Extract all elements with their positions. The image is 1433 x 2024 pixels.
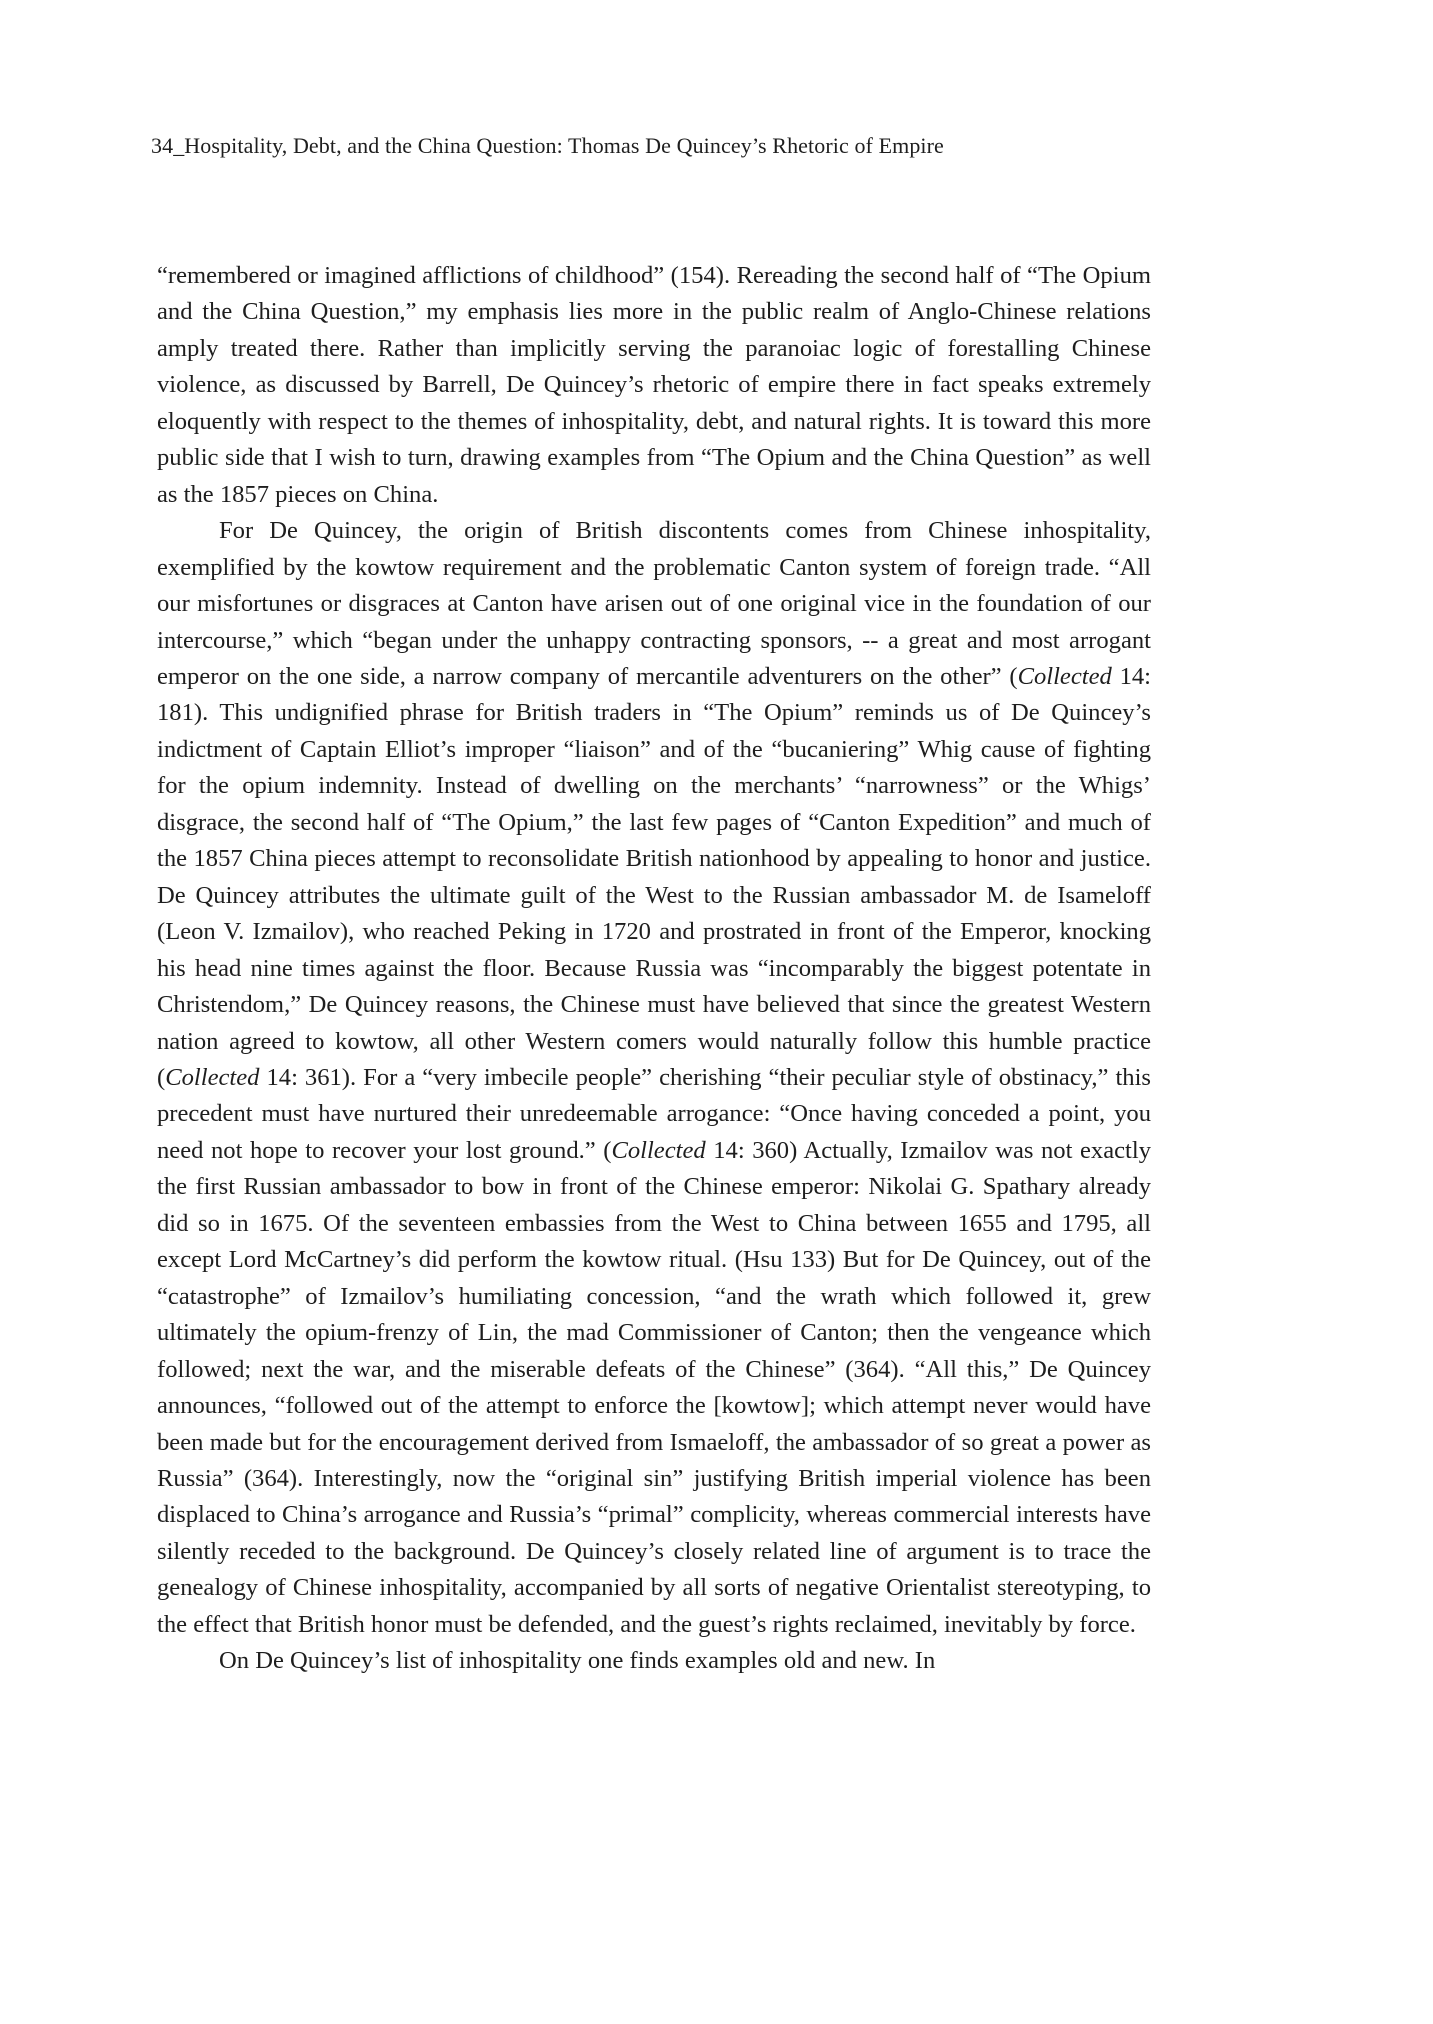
text-run: 14: 181). This undignified phrase for British traders in “The Opium” reminds us of De Quincey’s indictment of Captain Elliot’s improper “liaison” and of the “bucaniering” Whig cause of fighting for the opium indemnity. Instead of dwelling on the merchants’ “narrowness” or the Whigs’ disgrace, the second half of “The Opium,” the last few pages of “Canton Expedition” and much of the 1857 China pieces attempt to reconsolidate British nationhood by appealing to honor and justice. De Quincey attributes the ultimate guilt of the West to the Russian ambassador M. de Isameloff (Leon V. Izmailov), who reached Peking in 1720 and prostrated in front of the Emperor, knocking his head nine times against the floor. Because Russia was “incomparably the biggest potentate in Christendom,” De Quincey reasons, the Chinese must have believed that since the greatest Western nation agreed to kowtow, all other Western comers would naturally follow this humble practice (: [157, 662, 1152, 1091]
cited-title: Collected: [611, 1136, 706, 1164]
text-run: 14: 360) Actually, Izmailov was not exactly the first Russian ambassador to bow in front of the Chinese emperor: Nikolai G. Spathary already did so in 1675. Of the seventeen embassies from the West to China between 1655 and 1795, all except Lord McCartney’s did perform the kowtow ritual. (Hsu 133) But for De Quincey, out of the “catastrophe” of Izmailov’s humiliating concession, “and the wrath which followed it, grew ultimately the opium-frenzy of Lin, the mad Commissioner of Canton; then the vengeance which followed; next the war, and the miserable defeats of the Chinese” (364). “All this,” De Quincey announces, “followed out of the attempt to enforce the [kowtow]; which attempt never would have been made but for the encouragement derived from Ismaeloff, the ambassador of so great a power as Russia” (364). Interestingly, now the “original sin” justifying British imperial violence has been displaced to China’s arrogance and Russia’s “primal” complicity, whereas commercial interests have silently receded to the background. De Quincey’s closely related line of argument is to trace the genealogy of Chinese inhospitality, accompanied by all sorts of negative Orientalist stereotyping, to the effect that British honor must be defended, and the guest’s rights reclaimed, inevitably by force.: [157, 1136, 1151, 1638]
paragraph-3: [157, 1643, 1151, 1679]
running-head: 34_Hospitality, Debt, and the China Question: Thomas De Quincey’s Rhetoric of Empire: [151, 133, 944, 158]
text-run: On De Quincey’s list of inhospitality one finds examples old and new. In: [219, 1647, 936, 1675]
text-run: “remembered or imagined afflictions of childhood” (154). Rereading the second half of “The Opium and the China Question,” my emphasis lies more in the public realm of Anglo-Chinese relations amply treated there. Rather than implicitly serving the paranoiac logic of forestalling Chinese violence, as discussed by Barrell, De Quincey’s rhetoric of empire there in fact speaks extremely eloquently with respect to the themes of inhospitality, debt, and natural rights. It is toward this more public side that I wish to turn, drawing examples from “The Opium and the China Question” as well as the 1857 pieces on China.: [157, 262, 1151, 508]
cited-title: Collected: [1017, 662, 1112, 690]
paragraph-2: [157, 513, 1151, 1643]
text-run: For De Quincey, the origin of British discontents comes from Chinese inhospitality, exemplified by the kowtow requirement and the problematic Canton system of foreign trade. “All our misfortunes or disgraces at Canton have arisen out of one original vice in the foundation of our intercourse,” which “began under the unhappy contracting sponsors, -- a great and most arrogant emperor on the one side, a narrow company of mercantile adventurers on the other” (: [157, 517, 1151, 690]
body-text: [157, 258, 1151, 1680]
cited-title: Collected: [165, 1063, 260, 1091]
paragraph-1: [157, 258, 1151, 513]
text-run: 14: 361). For a “very imbecile people” cherishing “their peculiar style of obstinacy,” this precedent must have nurtured their unredeemable arrogance: “Once having conceded a point, you need not hope to recover your lost ground.” (: [157, 1063, 1151, 1164]
